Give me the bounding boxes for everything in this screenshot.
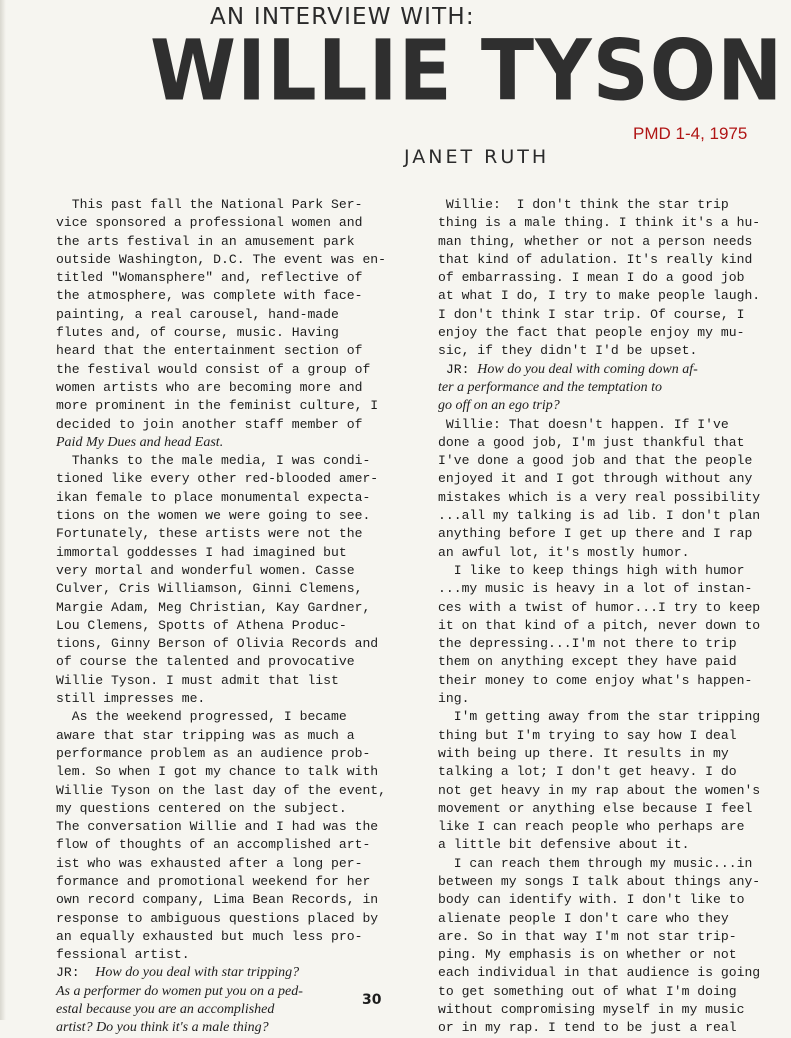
- text-line: Willie: I don't think the star trip: [438, 197, 729, 212]
- right-text-column: [438, 196, 784, 1038]
- text-line: tioned like every other red-blooded amer-: [56, 471, 379, 487]
- text-line: I don't think I star trip. Of course, I: [438, 306, 745, 322]
- text-line: I've done a good job and that the people: [438, 453, 753, 469]
- text-line: Thanks to the male media, I was condi-: [56, 453, 371, 469]
- text-line: vice sponsored a professional women and: [56, 215, 363, 231]
- text-line: I'm getting away from the star tripping: [438, 709, 761, 725]
- text-line: ...my music is heavy in a lot of instan-: [438, 581, 753, 597]
- text-line: decided to join another staff member of: [56, 416, 363, 432]
- text-line: This past fall the National Park Ser-: [56, 197, 363, 212]
- text-line: anything before I get up there and I rap: [438, 526, 753, 542]
- text-line: a little bit defensive about it.: [438, 837, 690, 853]
- text-line: the arts festival in an amusement park: [56, 233, 355, 249]
- text-line: or in my rap. I tend to be just a real: [438, 1020, 737, 1036]
- text-line: enjoy the fact that people enjoy my mu-: [438, 325, 745, 341]
- text-line: an equally exhausted but much less pro-: [56, 928, 363, 944]
- text-line: their money to come enjoy what's happen-: [438, 672, 753, 688]
- text-line: ter a performance and the temptation to: [438, 379, 662, 395]
- text-line: response to ambiguous questions placed by: [56, 910, 379, 926]
- text-line: still impresses me.: [56, 691, 206, 707]
- text-line: titled "Womansphere" and, reflective of: [56, 270, 363, 286]
- text-line: formance and promotional weekend for her: [56, 873, 371, 889]
- text-line: aware that star tripping was as much a: [56, 727, 355, 743]
- text-line: each individual in that audience is going: [438, 965, 761, 981]
- text-line: alienate people I don't care who they: [438, 910, 729, 926]
- text-line: mistakes which is a very real possibility: [438, 489, 761, 505]
- text-line: of course the talented and provocative: [56, 654, 355, 670]
- text-line: ...all my talking is ad lib. I don't plan: [438, 508, 761, 524]
- article-kicker: AN INTERVIEW WITH:: [210, 4, 475, 30]
- text-line: own record company, Lima Bean Records, in: [56, 892, 379, 908]
- text-line: done a good job, I'm just thankful that: [438, 434, 745, 450]
- text-line: ist who was exhausted after a long per-: [56, 855, 363, 871]
- text-line: go off on an ego trip?: [438, 398, 560, 414]
- text-line: thing but I'm trying to say how I deal: [438, 727, 737, 743]
- text-line: tions on the women we were going to see.: [56, 508, 371, 524]
- text-line: Paid My Dues and head East.: [56, 434, 224, 450]
- text-line: that kind of adulation. It's really kind: [438, 251, 753, 267]
- text-line: flow of thoughts of an accomplished art-: [56, 837, 371, 853]
- author-byline: JANET RUTH: [404, 146, 550, 168]
- text-line: outside Washington, D.C. The event was en-: [56, 251, 387, 267]
- text-line: it on that kind of a pitch, never down to: [438, 617, 761, 633]
- text-line: body can identify with. I don't like to: [438, 892, 745, 908]
- text-line: JR: How do you deal with star tripping?: [56, 965, 300, 981]
- text-line: Fortunately, these artists were not the: [56, 526, 363, 542]
- text-line: to get something out of what I'm doing: [438, 983, 737, 999]
- text-line: man thing, whether or not a person needs: [438, 233, 753, 249]
- text-line: artist? Do you think it's a male thing?: [56, 1020, 269, 1036]
- text-line: performance problem as an audience prob-: [56, 745, 371, 761]
- article-headline: WILLIE TYSON: [150, 22, 784, 120]
- text-line: As the weekend progressed, I became: [56, 709, 347, 725]
- text-line: As a performer do women put you on a ped-: [56, 983, 303, 999]
- text-line: my questions centered on the subject.: [56, 800, 347, 816]
- text-line: immortal goddesses I had imagined but: [56, 544, 347, 560]
- text-line: sic, if they didn't I'd be upset.: [438, 343, 698, 359]
- text-line: between my songs I talk about things any-: [438, 873, 761, 889]
- text-line: thing is a male thing. I think it's a hu-: [438, 215, 761, 231]
- text-line: I can reach them through my music...in: [438, 855, 753, 871]
- text-line: flutes and, of course, music. Having: [56, 325, 339, 341]
- text-line: are. So in that way I'm not star trip-: [438, 928, 737, 944]
- text-line: the atmosphere, was complete with face-: [56, 288, 363, 304]
- text-line: Willie Tyson on the last day of the event,: [56, 782, 387, 798]
- text-line: of embarrassing. I mean I do a good job: [438, 270, 745, 286]
- text-line: more prominent in the feminist culture, I: [56, 398, 379, 414]
- text-line: ikan female to place monumental expecta-: [56, 489, 371, 505]
- page-edge-shadow: [0, 0, 6, 1020]
- text-line: not get heavy in my rap about the women's: [438, 782, 761, 798]
- text-line: The conversation Willie and I had was the: [56, 819, 379, 835]
- text-line: without compromising myself in my music: [438, 1002, 745, 1018]
- text-line: women artists who are becoming more and: [56, 379, 363, 395]
- text-line: painting, a real carousel, hand-made: [56, 306, 339, 322]
- text-line: fessional artist.: [56, 947, 190, 963]
- text-line: lem. So when I got my chance to talk with: [56, 764, 379, 780]
- text-line: Willie: That doesn't happen. If I've: [438, 416, 729, 432]
- text-line: Culver, Cris Williamson, Ginni Clemens,: [56, 581, 363, 597]
- text-line: Margie Adam, Meg Christian, Kay Gardner,: [56, 599, 371, 615]
- text-line: with being up there. It results in my: [438, 745, 729, 761]
- text-line: the depressing...I'm not there to trip: [438, 636, 737, 652]
- text-line: enjoyed it and I got through without any: [438, 471, 753, 487]
- text-line: them on anything except they have paid: [438, 654, 737, 670]
- text-line: movement or anything else because I feel: [438, 800, 753, 816]
- text-line: at what I do, I try to make people laugh.: [438, 288, 761, 304]
- text-line: Willie Tyson. I must admit that list: [56, 672, 339, 688]
- text-line: talking a lot; I don't get heavy. I do: [438, 764, 737, 780]
- text-line: the festival would consist of a group of: [56, 361, 371, 377]
- text-line: ping. My emphasis is on whether or not: [438, 947, 737, 963]
- text-line: an awful lot, it's mostly humor.: [438, 544, 690, 560]
- left-text-column: [56, 196, 387, 1038]
- text-line: JR: How do you deal with coming down af-: [438, 361, 698, 377]
- text-line: heard that the entertainment section of: [56, 343, 363, 359]
- page-number: 30: [362, 992, 382, 1008]
- text-line: very mortal and wonderful women. Casse: [56, 562, 355, 578]
- text-line: estal because you are an accomplished: [56, 1002, 275, 1018]
- text-line: ces with a twist of humor...I try to keep: [438, 599, 761, 615]
- text-line: like I can reach people who perhaps are: [438, 819, 745, 835]
- text-line: I like to keep things high with humor: [438, 562, 745, 578]
- text-line: tions, Ginny Berson of Olivia Records and: [56, 636, 379, 652]
- source-annotation: PMD 1-4, 1975: [633, 124, 748, 143]
- text-line: ing.: [438, 691, 470, 707]
- text-line: Lou Clemens, Spotts of Athena Produc-: [56, 617, 347, 633]
